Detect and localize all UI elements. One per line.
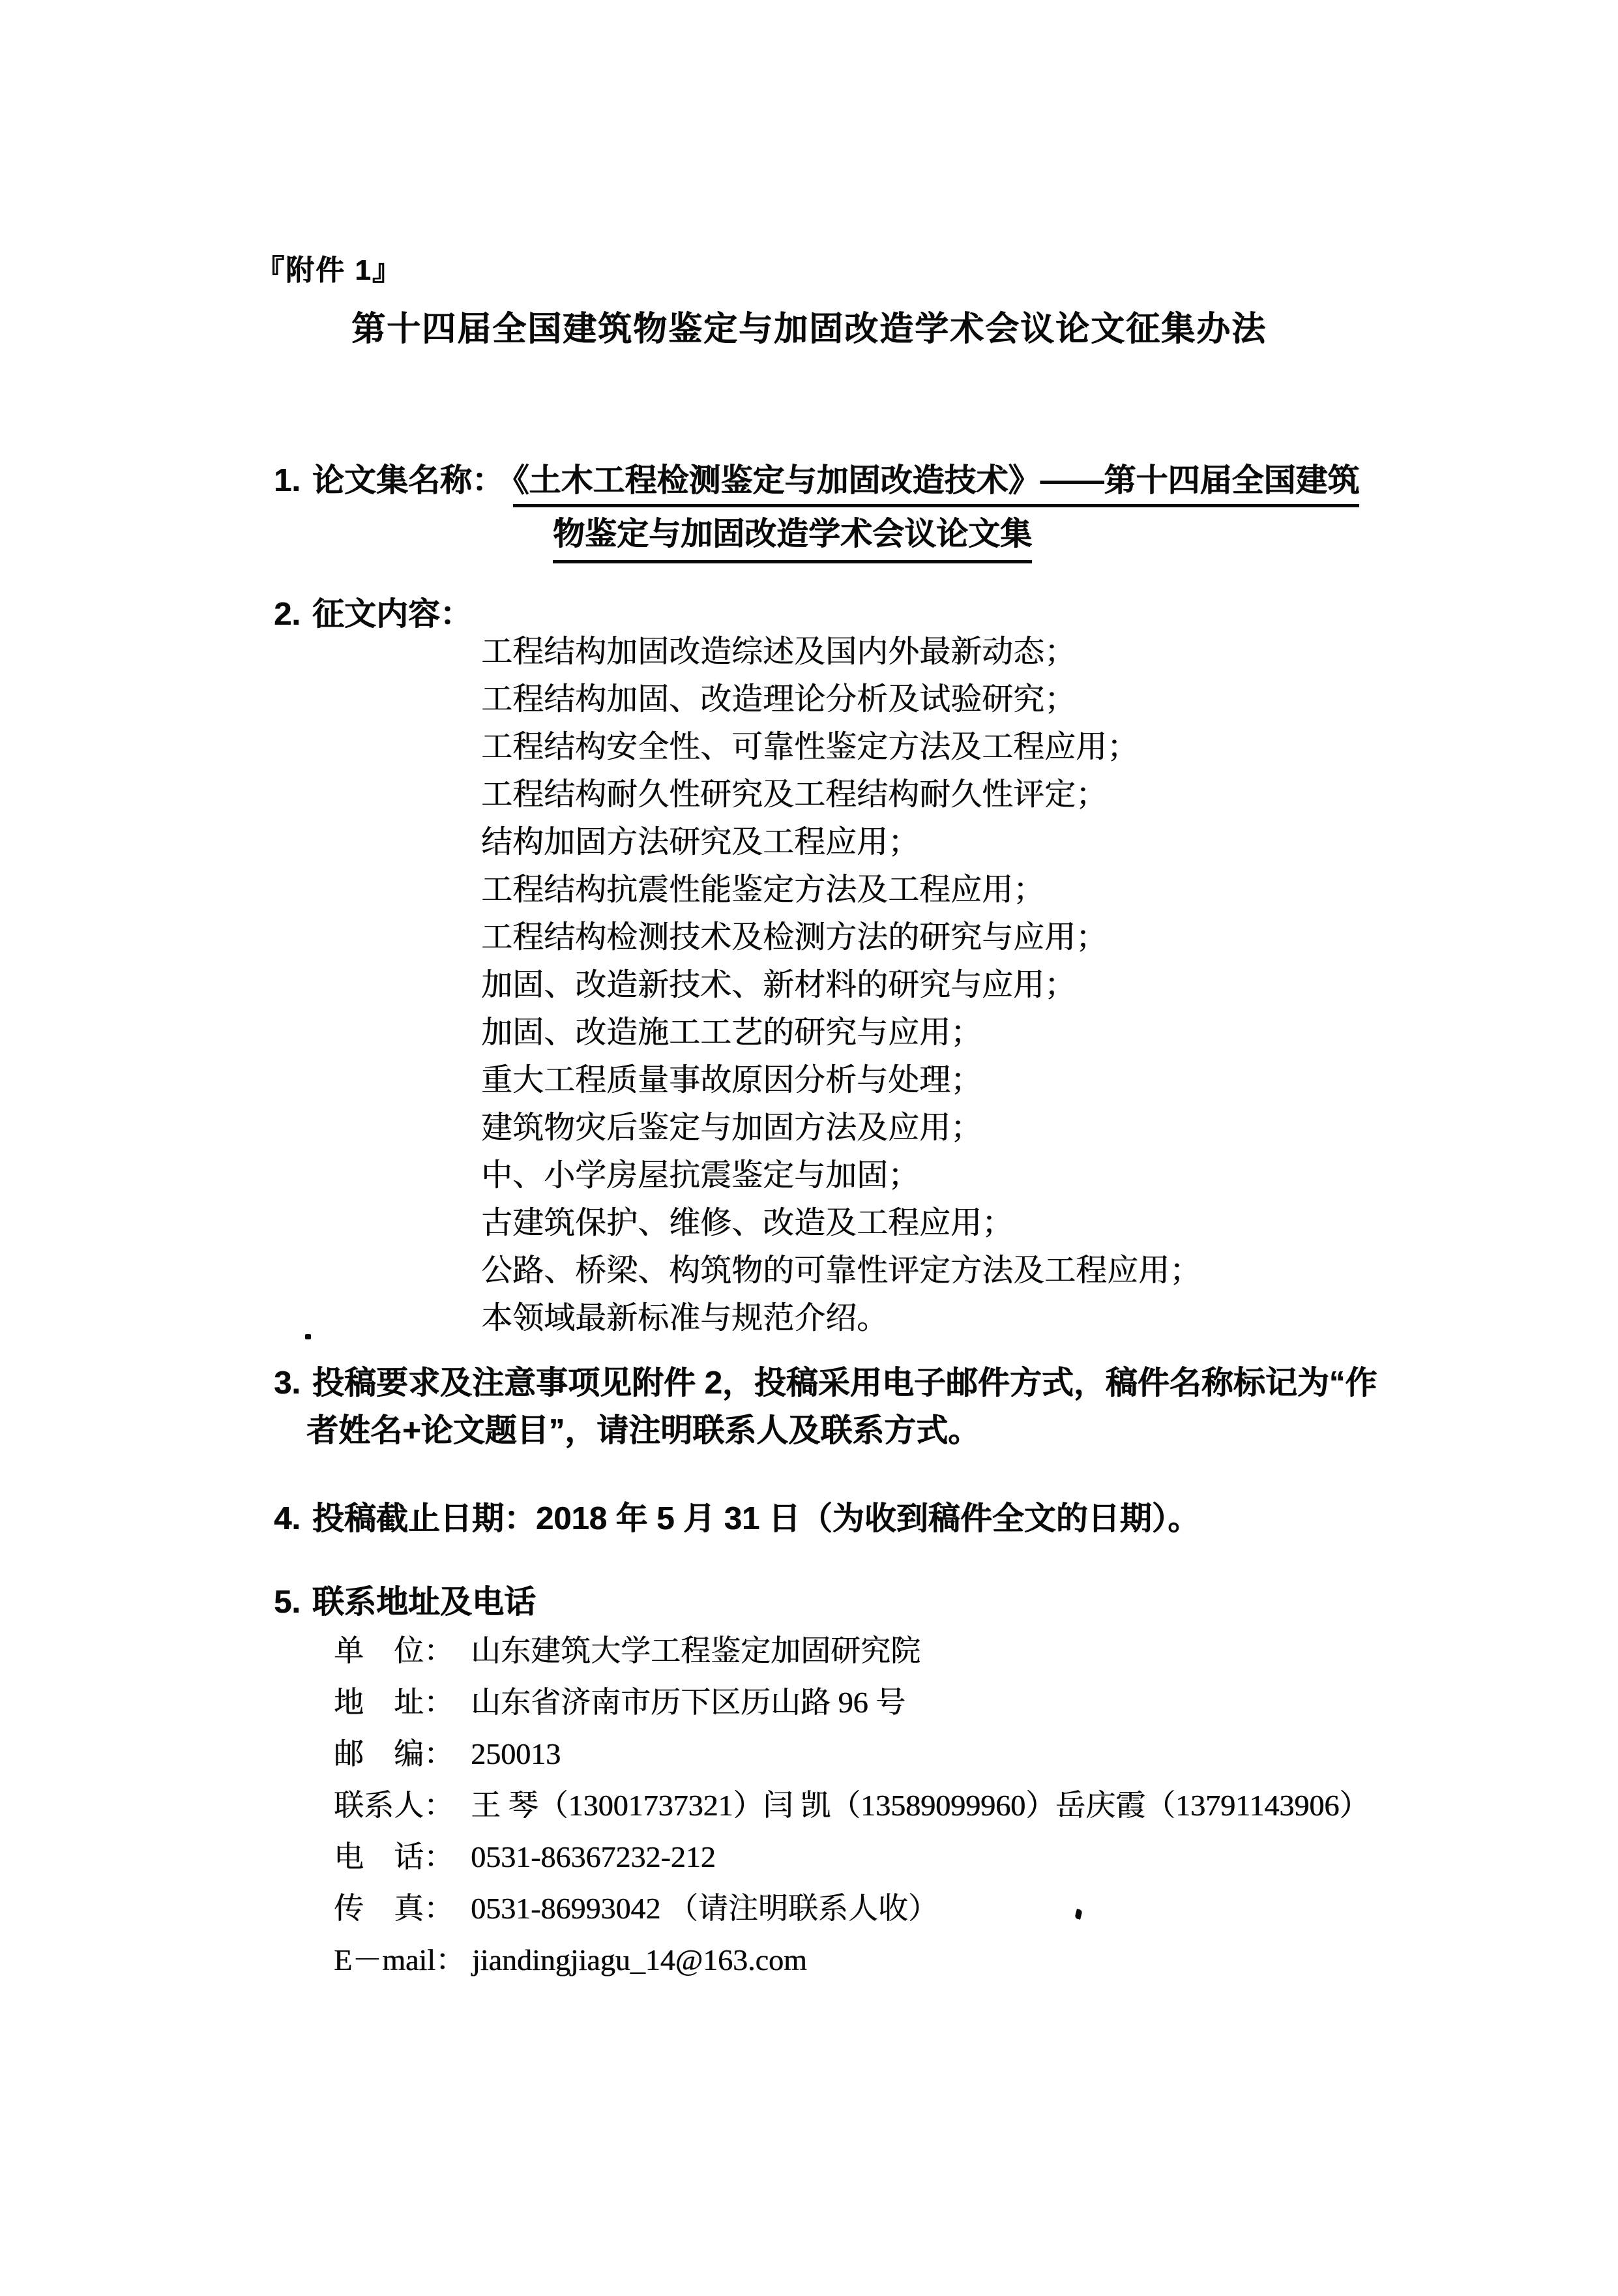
section-contact-heading	[274, 1577, 536, 1622]
topic-item: 工程结构安全性、可靠性鉴定方法及工程应用；	[481, 730, 1139, 764]
contact-value: 0531-86993042 （请注明联系人收）	[471, 1892, 938, 1925]
contact-row-phone	[334, 1831, 1369, 1883]
submission-requirements-line1	[274, 1360, 1377, 1407]
proceedings-title-line2: 物鉴定与加固改造学术会议论文集	[553, 509, 1032, 563]
topic-item: 公路、桥梁、构筑物的可靠性评定方法及工程应用；	[481, 1253, 1201, 1288]
topic-item: 加固、改造新技术、新材料的研究与应用；	[481, 968, 1076, 1002]
topic-item: 工程结构加固改造综述及国内外最新动态；	[481, 634, 1076, 669]
topic-item: 结构加固方法研究及工程应用；	[481, 825, 920, 859]
contact-row-unit	[334, 1625, 1369, 1677]
topic-list	[481, 628, 1201, 1342]
contact-label: 邮 编：	[334, 1737, 454, 1770]
contact-value: 山东省济南市历下区历山路 96 号	[471, 1686, 905, 1719]
contact-value: 0531-86367232-212	[471, 1840, 716, 1873]
contact-label: 地 址：	[334, 1686, 454, 1719]
contact-row-postcode	[334, 1728, 1369, 1780]
section5-heading-label: 联系地址及电话	[312, 1585, 536, 1620]
submission-requirements-text2: 者姓名+论文题目”，请注明联系人及联系方式。	[306, 1413, 980, 1448]
topic-item: 本领域最新标准与规范介绍。	[481, 1301, 889, 1335]
section1-number: 1.	[274, 463, 301, 498]
topic-item: 工程结构耐久性研究及工程结构耐久性评定；	[481, 777, 1108, 812]
section-topics-heading	[274, 589, 472, 634]
stray-dot-mark	[305, 1334, 311, 1339]
section-deadline	[274, 1493, 1199, 1539]
topic-item: 加固、改造施工工艺的研究与应用；	[481, 1015, 982, 1050]
topic-item: 重大工程质量事故原因分析与处理；	[481, 1063, 982, 1097]
contact-row-fax	[334, 1883, 1369, 1934]
contact-row-persons	[334, 1780, 1369, 1831]
topic-item: 工程结构加固、改造理论分析及试验研究；	[481, 682, 1076, 717]
section-proceedings-name	[274, 455, 1359, 501]
contact-label: 传 真：	[334, 1892, 454, 1925]
contact-row-address	[334, 1677, 1369, 1728]
topic-item: 中、小学房屋抗震鉴定与加固；	[481, 1158, 920, 1193]
contact-value: 王 琴（13001737321）闫 凯（13589099960）岳庆霞（13791143906）	[471, 1789, 1370, 1822]
section2-heading-label: 征文内容：	[312, 597, 472, 632]
contact-info-block	[334, 1625, 1369, 1986]
contact-label: 单 位：	[334, 1634, 454, 1667]
section5-number: 5.	[274, 1585, 301, 1620]
submission-requirements-text1: 投稿要求及注意事项见附件 2，投稿采用电子邮件方式，稿件名称标记为“作	[312, 1365, 1377, 1401]
page-title: 第十四届全国建筑物鉴定与加固改造学术会议论文征集办法	[351, 310, 1267, 348]
topic-item: 建筑物灾后鉴定与加固方法及应用；	[481, 1111, 982, 1145]
topic-item: 工程结构抗震性能鉴定方法及工程应用；	[481, 872, 1045, 907]
section2-number: 2.	[274, 597, 301, 632]
section3-number: 3.	[274, 1365, 301, 1401]
contact-label: 联系人：	[334, 1789, 454, 1822]
contact-value: jiandingjiagu_14@163.com	[471, 1943, 807, 1976]
section-submission-requirements	[274, 1360, 1377, 1455]
contact-value: 250013	[471, 1737, 561, 1770]
topic-item: 工程结构检测技术及检测方法的研究与应用；	[481, 920, 1108, 955]
section1-label: 论文集名称：	[312, 463, 504, 498]
deadline-text: 投稿截止日期：2018 年 5 月 31 日（为收到稿件全文的日期）。	[312, 1501, 1200, 1536]
contact-label: 电 话：	[334, 1840, 454, 1873]
contact-row-email	[334, 1934, 1369, 1986]
attachment-label: 『附件 1』	[256, 254, 402, 286]
proceedings-title-line1: 《土木工程检测鉴定与加固改造技术》——第十四届全国建筑	[513, 463, 1360, 507]
contact-label: E－mail：	[334, 1943, 465, 1976]
contact-value: 山东建筑大学工程鉴定加固研究院	[471, 1634, 920, 1667]
section4-number: 4.	[274, 1501, 301, 1536]
topic-item: 古建筑保护、维修、改造及工程应用；	[481, 1206, 1014, 1240]
